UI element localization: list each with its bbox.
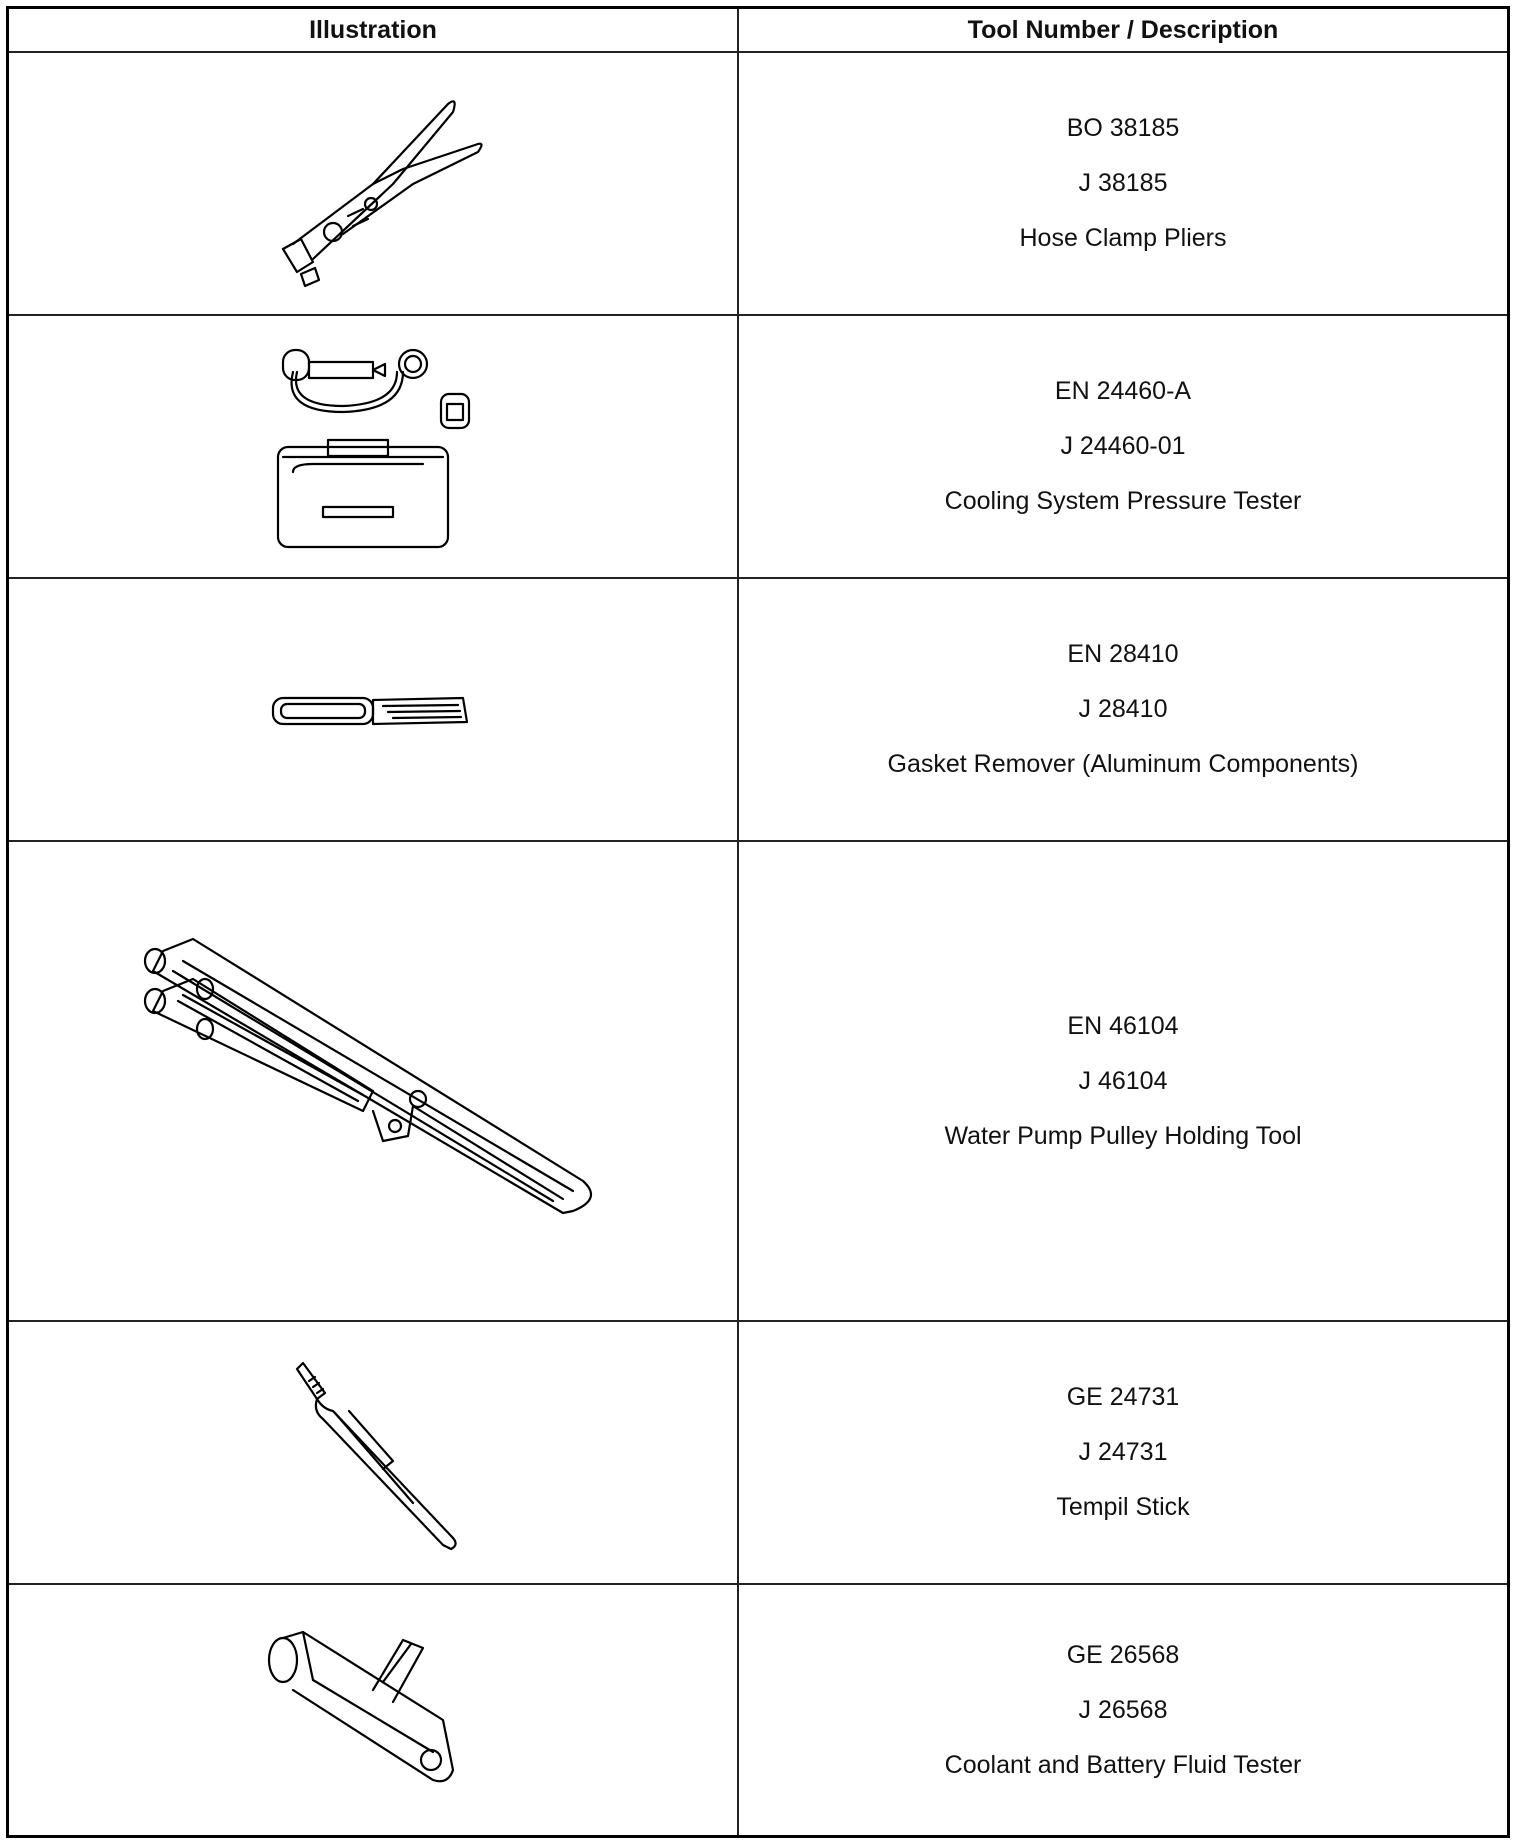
tool-description: Tempil Stick: [1056, 1493, 1190, 1521]
description-cell: [739, 842, 1507, 1320]
header-illustration-cell: [9, 9, 739, 51]
tool-number-secondary: J 26568: [1078, 1695, 1168, 1724]
header-tool-cell: [739, 9, 1507, 51]
tool-number-primary: EN 24460-A: [1054, 377, 1192, 405]
tool-description: Coolant and Battery Fluid Tester: [944, 1750, 1302, 1779]
illustration-cell: [9, 316, 739, 577]
illustration-cell: [9, 1322, 739, 1583]
illustration-cell: [9, 842, 739, 1320]
tool-number-primary: EN 28410: [1067, 640, 1179, 668]
tempil-stick-icon: [263, 1353, 483, 1553]
description-cell: [739, 316, 1507, 577]
tool-number-secondary: J 38185: [1078, 169, 1168, 197]
tool-number-primary: BO 38185: [1066, 114, 1180, 142]
header-illustration: Illustration: [309, 15, 437, 44]
tool-description: Water Pump Pulley Holding Tool: [944, 1121, 1302, 1150]
table-row: [9, 53, 1507, 316]
cooling-system-pressure-tester-icon: [253, 332, 493, 562]
tool-number-primary: EN 46104: [1067, 1011, 1179, 1040]
table-row: [9, 316, 1507, 579]
table-row: [9, 579, 1507, 842]
header-tool-number-description: Tool Number / Description: [967, 15, 1279, 44]
table-row: [9, 1322, 1507, 1585]
tool-description: Hose Clamp Pliers: [1019, 224, 1227, 252]
description-cell: [739, 579, 1507, 840]
description-cell: [739, 53, 1507, 314]
tool-number-primary: GE 24731: [1066, 1383, 1180, 1411]
tool-number-secondary: J 28410: [1078, 695, 1168, 723]
description-cell: [739, 1585, 1507, 1835]
header-row: [9, 9, 1507, 53]
tool-number-primary: GE 26568: [1066, 1640, 1180, 1669]
description-cell: [739, 1322, 1507, 1583]
coolant-battery-fluid-tester-icon: [253, 1620, 493, 1800]
table-row: [9, 1585, 1507, 1835]
illustration-cell: [9, 53, 739, 314]
gasket-remover-icon: [253, 680, 493, 740]
water-pump-pulley-holding-tool-icon: [133, 931, 613, 1231]
illustration-cell: [9, 579, 739, 840]
hose-clamp-pliers-icon: [253, 74, 493, 294]
tool-number-secondary: J 24731: [1078, 1438, 1168, 1466]
table-row: [9, 842, 1507, 1322]
tool-description: Cooling System Pressure Tester: [944, 487, 1302, 515]
tool-description: Gasket Remover (Aluminum Components): [887, 750, 1359, 778]
illustration-cell: [9, 1585, 739, 1835]
tool-number-secondary: J 24460-01: [1060, 432, 1186, 460]
tool-table: [6, 6, 1510, 1838]
tool-number-secondary: J 46104: [1078, 1066, 1168, 1095]
